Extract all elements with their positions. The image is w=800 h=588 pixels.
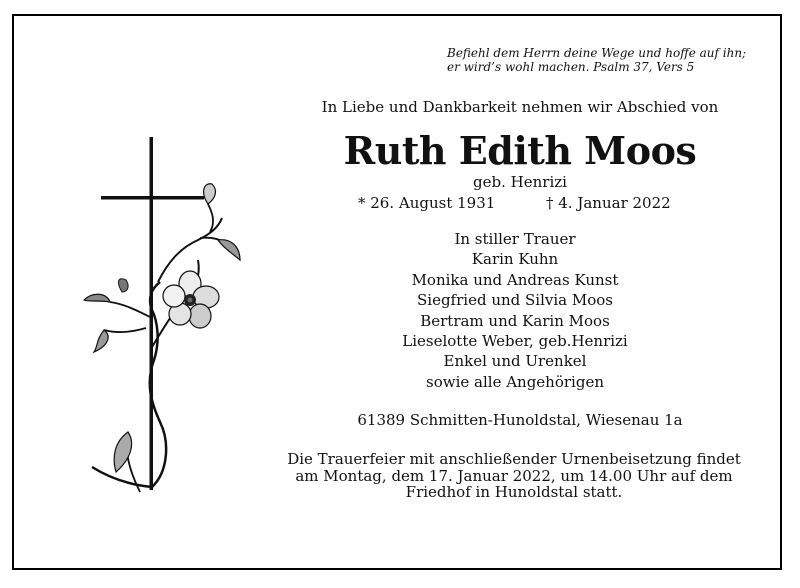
- funeral-notice: [272, 451, 756, 501]
- birth-name: geb. Henrizi: [473, 173, 567, 191]
- mourner-line: Bertram und Karin Moos: [420, 311, 610, 330]
- deceased-name: Ruth Edith Moos: [343, 128, 697, 173]
- birth-date: * 26. August 1931: [358, 194, 496, 212]
- intro-text: In Liebe und Dankbarkeit nehmen wir Abschied von: [321, 98, 719, 116]
- mourner-line: sowie alle Angehörigen: [426, 372, 604, 391]
- mourners-list: [375, 229, 655, 392]
- mourner-line: Monika und Andreas Kunst: [411, 270, 619, 289]
- notice-line: Friedhof in Hunoldstal statt.: [405, 483, 623, 501]
- notice-line: am Montag, dem 17. Januar 2022, um 14.00 Uhr auf dem: [295, 466, 733, 485]
- mourner-line: Enkel und Urenkel: [443, 352, 587, 371]
- bible-verse: [447, 46, 746, 74]
- verse-line-2: er wird’s wohl machen. Psalm 37, Vers 5: [447, 60, 695, 74]
- address: 61389 Schmitten-Hunoldstal, Wiesenau 1a: [357, 411, 683, 429]
- mourner-line: Siegfried und Silvia Moos: [417, 291, 613, 310]
- mourner-line: In stiller Trauer: [454, 230, 576, 248]
- verse-line-1: Befiehl dem Herrn deine Wege und hoffe auf ihn;: [447, 46, 747, 60]
- cross-with-flower-icon: [80, 132, 250, 497]
- mourner-line: Lieselotte Weber, geb.Henrizi: [402, 332, 628, 351]
- mourner-line: Karin Kuhn: [471, 250, 559, 269]
- notice-line: Die Trauerfeier mit anschließender Urnenbeisetzung findet: [287, 450, 741, 468]
- death-date: † 4. Januar 2022: [546, 194, 671, 212]
